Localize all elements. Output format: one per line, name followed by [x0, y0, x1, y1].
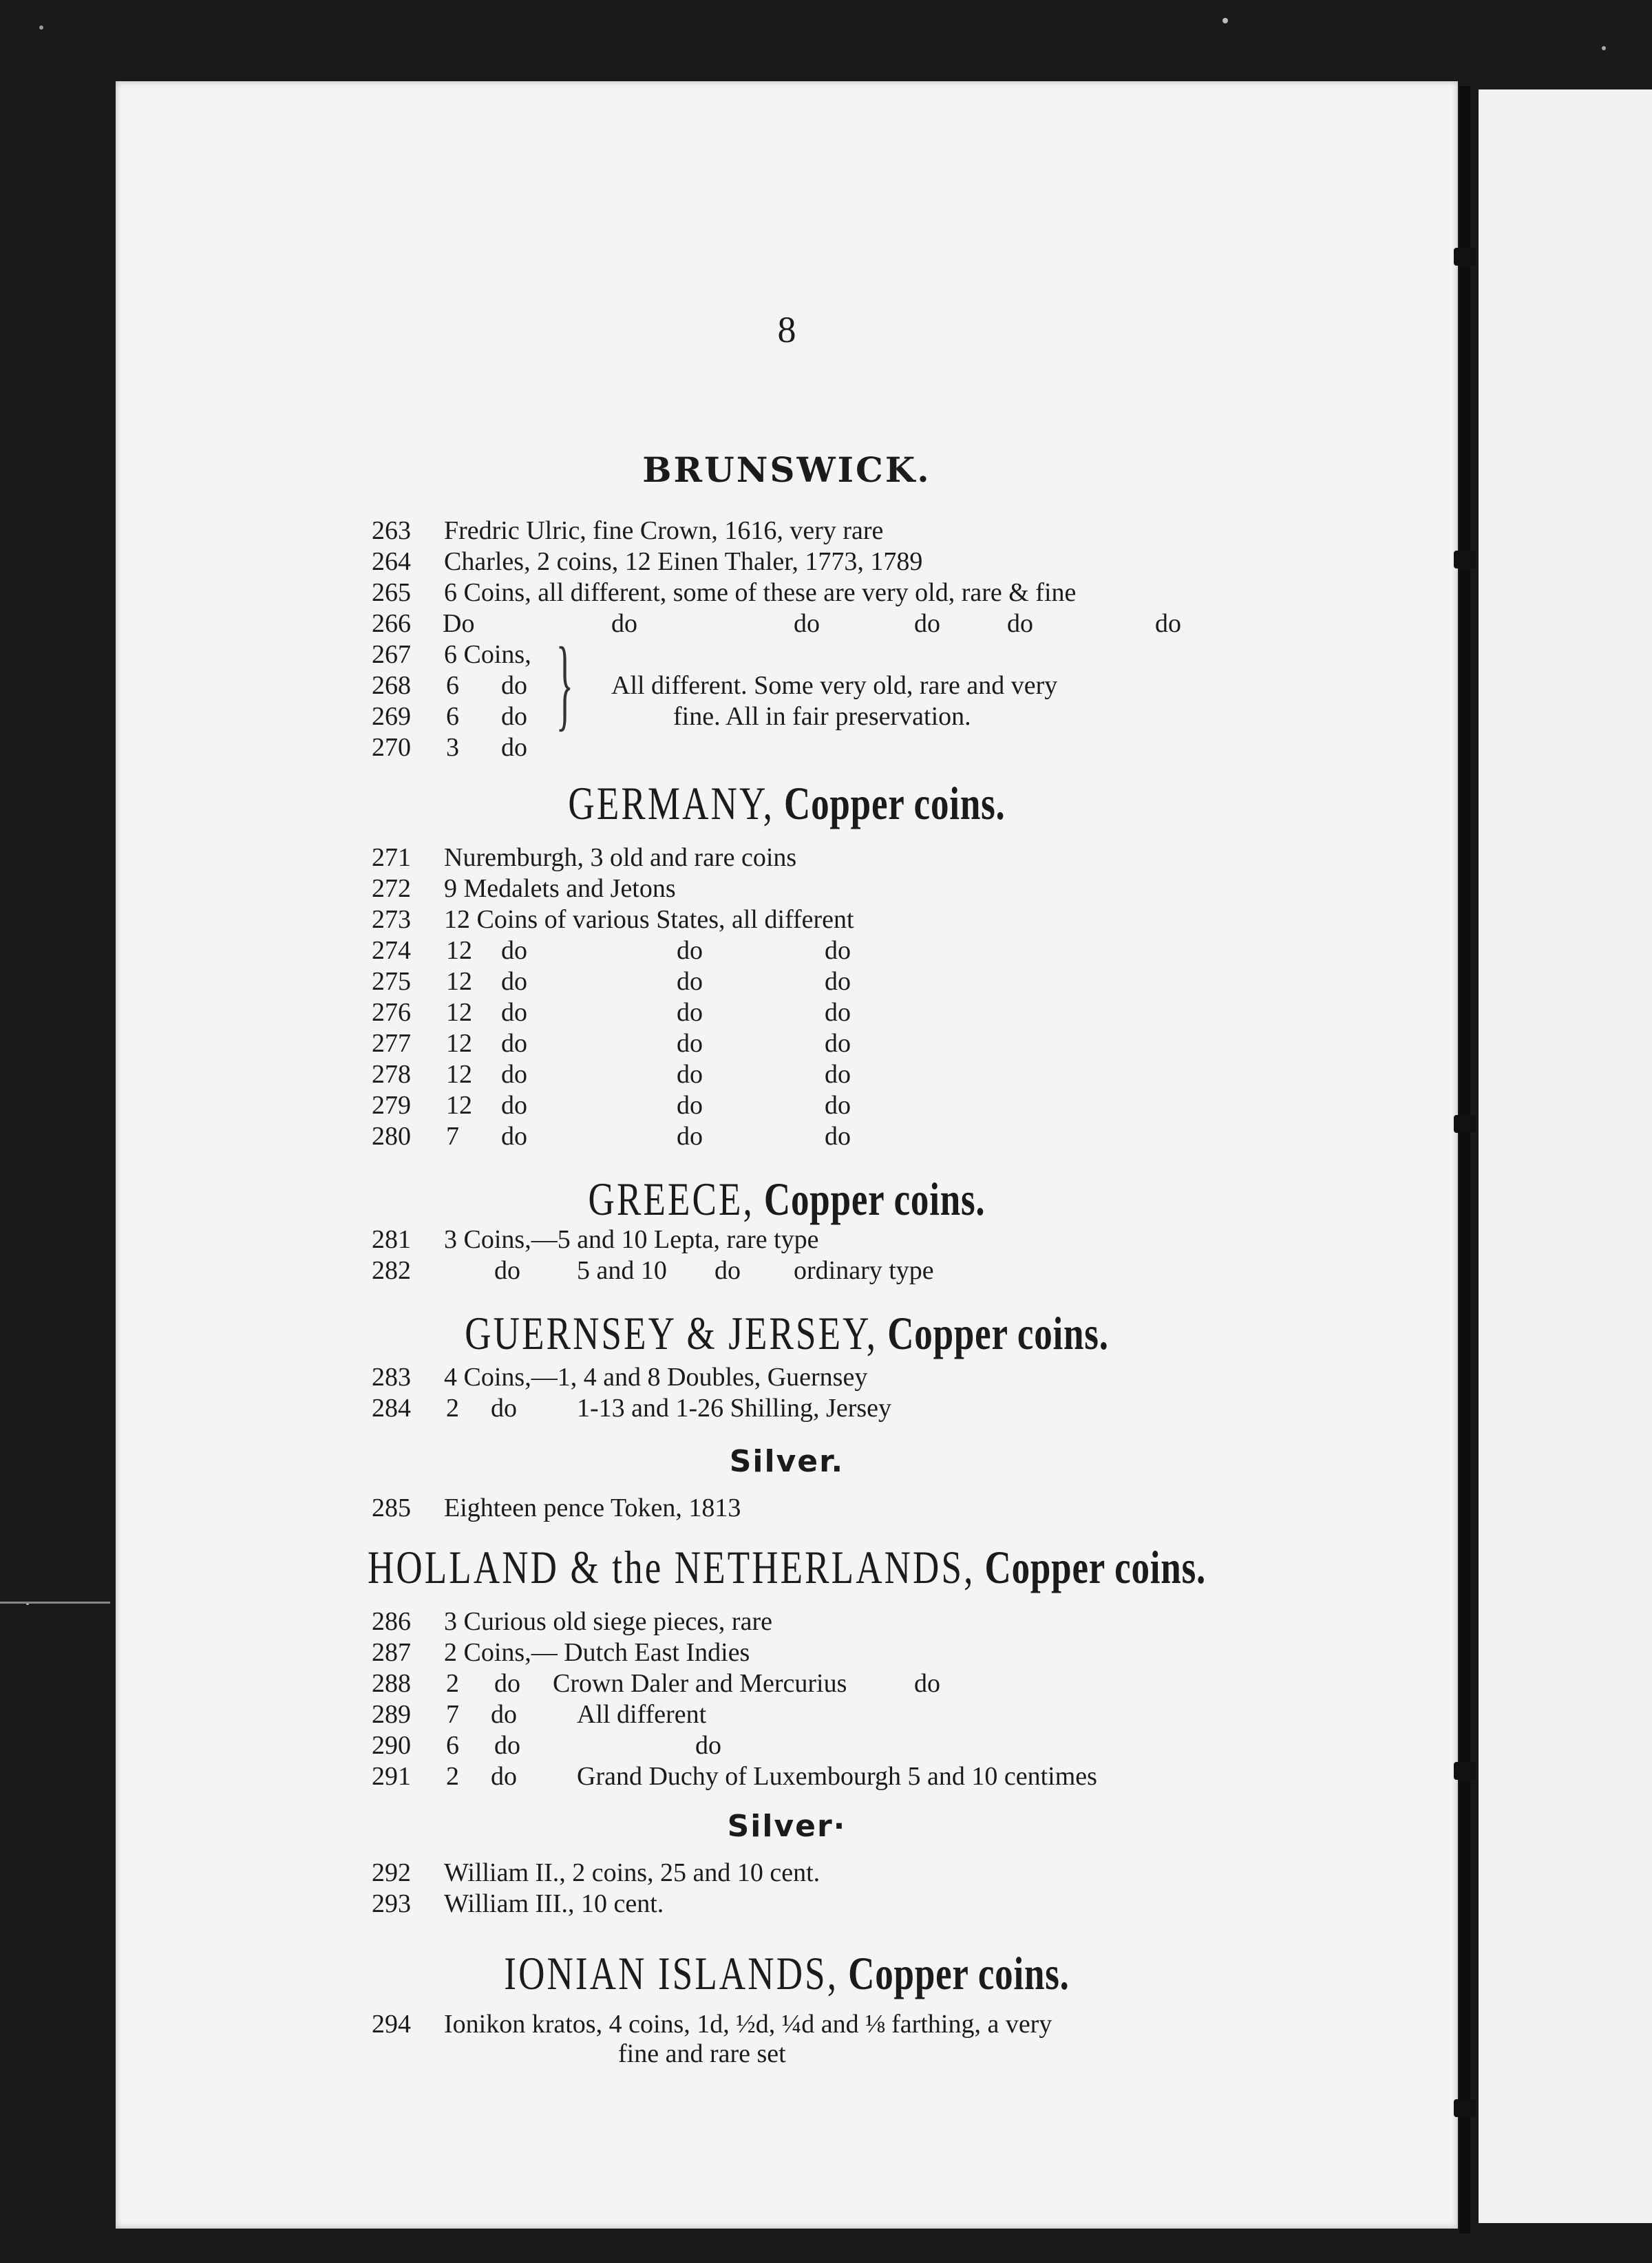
lot-description: do: [501, 702, 527, 731]
lot-description: William II., 2 coins, 25 and 10 cent.: [444, 1858, 820, 1887]
lot-description: Crown Daler and Mercurius: [553, 1669, 847, 1698]
lot-row: [116, 1224, 1458, 1255]
lot-row: [116, 546, 1458, 577]
heading-kind: Copper coins.: [887, 1307, 1109, 1359]
lot-number: 270: [372, 733, 411, 762]
heading-country: HOLLAND & the NETHERLANDS,: [367, 1541, 975, 1593]
page-content: [116, 81, 1458, 2229]
lot-number: 285: [372, 1494, 411, 1522]
lot-continuation: fine and rare set: [618, 2039, 786, 2068]
lot-description: Eighteen pence Token, 1813: [444, 1494, 741, 1522]
lot-number: 269: [372, 702, 411, 731]
lot-description: 4 Coins,—1, 4 and 8 Doubles, Guernsey: [444, 1363, 868, 1392]
lot-number: 272: [372, 874, 411, 903]
lot-description: 2 Coins,— Dutch East Indies: [444, 1638, 750, 1667]
lot-description: Ionikon kratos, 4 coins, 1d, ½d, ¼d and ⅛ farthing, a very: [444, 2010, 1052, 2039]
lot-description: do: [491, 1394, 517, 1423]
lot-row: [116, 639, 1458, 670]
lot-row: [116, 1361, 1458, 1393]
lot-description: 6: [446, 671, 459, 700]
heading-country: GUERNSEY & JERSEY,: [465, 1307, 878, 1359]
bracket-note: fine. All in fair preservation.: [673, 702, 971, 731]
lot-number: 287: [372, 1638, 411, 1667]
page-number: 8: [777, 309, 796, 350]
lot-row: [116, 935, 1458, 966]
lot-description: 3 Curious old siege pieces, rare: [444, 1607, 772, 1636]
lot-description: 7: [446, 1700, 459, 1729]
lot-number: 294: [372, 2010, 411, 2039]
lot-row: [116, 1255, 1458, 1286]
lot-description: do: [501, 998, 527, 1027]
lot-number: 274: [372, 936, 411, 965]
lot-description: 12: [446, 1060, 472, 1089]
lot-description: Grand Duchy of Luxembourgh 5 and 10 centimes: [577, 1762, 1097, 1791]
lot-description: do: [714, 1256, 741, 1285]
binding-stitch: [1454, 248, 1476, 266]
lot-description: do: [1007, 609, 1033, 638]
lot-description: 9 Medalets and Jetons: [444, 874, 676, 903]
lot-description: do: [491, 1700, 517, 1729]
lot-row: [116, 577, 1458, 608]
lot-description: 6 Coins,: [444, 640, 531, 669]
section-heading: [264, 776, 1311, 831]
lot-description: do: [501, 1122, 527, 1151]
lot-row: [116, 608, 1458, 639]
lot-description: 2: [446, 1394, 459, 1423]
lot-description: do: [914, 609, 940, 638]
lot-row: [116, 1120, 1458, 1152]
lot-number: 291: [372, 1762, 411, 1791]
lot-description: 2: [446, 1762, 459, 1791]
lot-number: 273: [372, 905, 411, 934]
lot-row: [116, 873, 1458, 904]
lot-row: [116, 997, 1458, 1028]
lot-description: do: [611, 609, 637, 638]
lot-description: do: [501, 967, 527, 996]
heading-country: GREECE,: [588, 1173, 754, 1225]
lot-number: 290: [372, 1731, 411, 1760]
lot-number: 264: [372, 547, 411, 576]
section-heading: [264, 1306, 1311, 1361]
facing-page: [1479, 89, 1652, 2223]
book-spine: [1459, 86, 1470, 2233]
lot-row: [116, 966, 1458, 997]
heading-kind: Copper coins.: [848, 1947, 1070, 1999]
lot-description: do: [501, 1029, 527, 1058]
lot-number: 271: [372, 843, 411, 872]
lot-description: Fredric Ulric, fine Crown, 1616, very rare: [444, 516, 884, 545]
lot-number: 267: [372, 640, 411, 669]
lot-description: do: [695, 1731, 721, 1760]
lot-description: do: [677, 1091, 703, 1120]
lot-description: All different: [577, 1700, 707, 1729]
section-heading: BRUNSWICK.: [642, 449, 931, 490]
lot-description: do: [794, 609, 820, 638]
lot-row: [116, 515, 1458, 546]
lot-row: [116, 1637, 1458, 1668]
lot-description: do: [825, 998, 851, 1027]
lot-description: 12: [446, 1029, 472, 1058]
lot-row: [116, 732, 1458, 763]
lot-description: do: [825, 936, 851, 965]
heading-kind: Copper coins.: [784, 777, 1006, 829]
lot-description: do: [501, 1091, 527, 1120]
bracket-note: All different. Some very old, rare and very: [611, 671, 1058, 700]
lot-number: 284: [372, 1394, 411, 1423]
lot-description: 3: [446, 733, 459, 762]
lot-number: 288: [372, 1669, 411, 1698]
lot-description: do: [825, 1122, 851, 1151]
lot-number: 263: [372, 516, 411, 545]
lot-number: 281: [372, 1225, 411, 1254]
lot-number: 277: [372, 1029, 411, 1058]
lot-description: ordinary type: [794, 1256, 934, 1285]
heading-kind: Copper coins.: [984, 1541, 1207, 1593]
brace: }: [555, 626, 573, 741]
lot-row: [116, 904, 1458, 935]
lot-description: 12: [446, 936, 472, 965]
lot-number: 275: [372, 967, 411, 996]
lot-description: Charles, 2 coins, 12 Einen Thaler, 1773, 1789: [444, 547, 923, 576]
lot-row: [116, 1761, 1458, 1792]
section-heading: [264, 1172, 1311, 1226]
lot-description: do: [914, 1669, 940, 1698]
lot-row: [116, 2008, 1458, 2040]
lot-row: [116, 1028, 1458, 1059]
lot-number: 283: [372, 1363, 411, 1392]
lot-description: do: [825, 1029, 851, 1058]
lot-description: 12 Coins of various States, all different: [444, 905, 854, 934]
binding-stitch: [1454, 551, 1476, 569]
lot-description: do: [825, 1060, 851, 1089]
lot-description: 2: [446, 1669, 459, 1698]
lot-number: 289: [372, 1700, 411, 1729]
binding-stitch: [1454, 1115, 1476, 1133]
lot-row: [116, 1606, 1458, 1637]
lot-description: do: [825, 967, 851, 996]
lot-number: 279: [372, 1091, 411, 1120]
lot-description: do: [677, 1060, 703, 1089]
lot-row: [116, 1668, 1458, 1699]
lot-description: do: [494, 1731, 520, 1760]
lot-description: 7: [446, 1122, 459, 1151]
lot-number: 286: [372, 1607, 411, 1636]
lot-description: do: [677, 1029, 703, 1058]
lot-description: do: [501, 936, 527, 965]
lot-row: [116, 1857, 1458, 1889]
lot-row: [116, 1730, 1458, 1761]
lot-description: do: [494, 1256, 520, 1285]
lot-number: 266: [372, 609, 411, 638]
lot-description: 6: [446, 1731, 459, 1760]
lot-description: do: [494, 1669, 520, 1698]
lot-description: do: [491, 1762, 517, 1791]
lot-description: Do: [443, 609, 475, 638]
lot-description: 5 and 10: [577, 1256, 667, 1285]
lot-row: [116, 1392, 1458, 1424]
lot-row: [116, 842, 1458, 873]
lot-row: [116, 1699, 1458, 1730]
lot-number: 265: [372, 578, 411, 607]
lot-description: do: [501, 671, 527, 700]
heading-kind: Copper coins.: [763, 1173, 986, 1225]
lot-number: 276: [372, 998, 411, 1027]
lot-description: 6 Coins, all different, some of these are very old, rare & fine: [444, 578, 1077, 607]
lot-number: 293: [372, 1889, 411, 1918]
lot-row: [116, 1090, 1458, 1121]
catalogue-page: [116, 81, 1458, 2229]
sub-heading: Silver·: [727, 1809, 847, 1844]
sub-heading: Silver.: [729, 1444, 845, 1479]
binding-stitch: [1454, 1762, 1476, 1780]
lot-description: do: [677, 936, 703, 965]
lot-description: do: [825, 1091, 851, 1120]
lot-number: 282: [372, 1256, 411, 1285]
lot-description: Nuremburgh, 3 old and rare coins: [444, 843, 797, 872]
lot-description: 12: [446, 1091, 472, 1120]
lot-row: [116, 1059, 1458, 1090]
lot-description: 1-13 and 1-26 Shilling, Jersey: [577, 1394, 892, 1423]
section-heading: [264, 1540, 1311, 1595]
lot-description: do: [677, 1122, 703, 1151]
binding-stitch: [1454, 2099, 1476, 2117]
heading-country: GERMANY,: [568, 777, 774, 829]
lot-number: 292: [372, 1858, 411, 1887]
lot-number: 280: [372, 1122, 411, 1151]
lot-description: 12: [446, 967, 472, 996]
lot-description: 6: [446, 702, 459, 731]
lot-row: [116, 1492, 1458, 1524]
section-heading: [264, 1946, 1311, 2001]
heading-country: IONIAN ISLANDS,: [504, 1947, 839, 1999]
lot-description: do: [501, 1060, 527, 1089]
lot-description: do: [1155, 609, 1181, 638]
lot-description: do: [501, 733, 527, 762]
lot-description: 12: [446, 998, 472, 1027]
lot-description: 3 Coins,—5 and 10 Lepta, rare type: [444, 1225, 819, 1254]
lot-description: do: [677, 967, 703, 996]
lot-number: 268: [372, 671, 411, 700]
lot-description: do: [677, 998, 703, 1027]
lot-description: William III., 10 cent.: [444, 1889, 664, 1918]
lot-number: 278: [372, 1060, 411, 1089]
lot-row: [116, 1888, 1458, 1920]
